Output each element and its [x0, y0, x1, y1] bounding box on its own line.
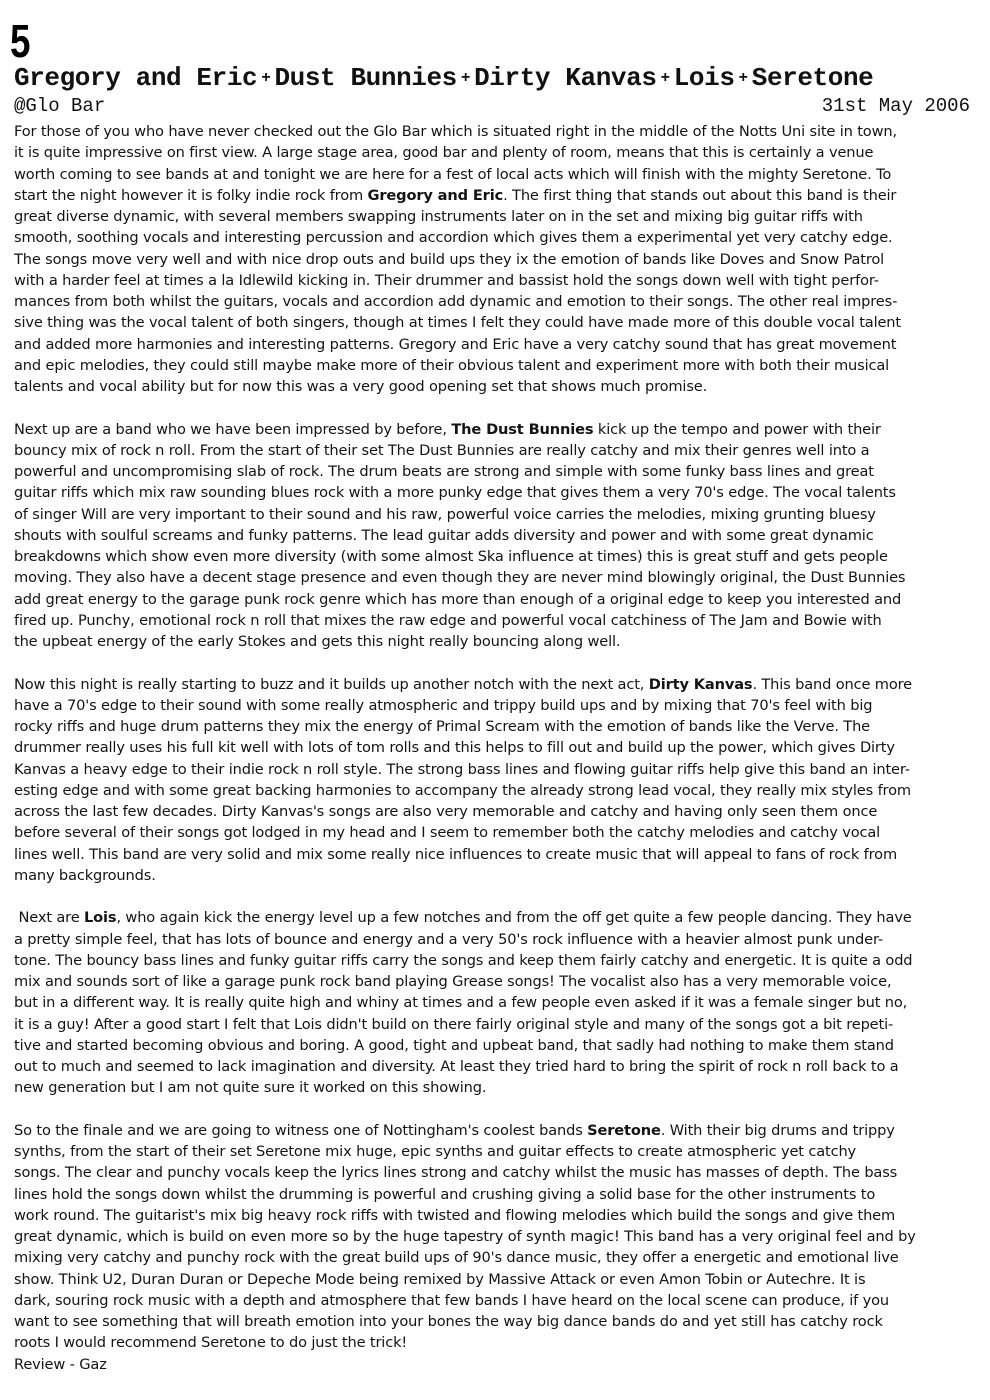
text-line: Now this night is really starting to buzz and it builds up another notch with the next act, Dirty Kanvas. This band once more — [14, 675, 913, 693]
text-line: it is quite impressive on first view. A large stage area, good bar and plenty of room, means that this is certainly a venue — [14, 144, 874, 162]
text-line: lines hold the songs down whilst the drumming is powerful and crushing giving a solid base for the other instruments to — [14, 1185, 876, 1203]
venue: @Glo Bar — [14, 95, 106, 117]
venue-date-row — [14, 95, 970, 117]
text-line: across the last few decades. Dirty Kanvas's songs are also very memorable and catchy and having only seen them once — [14, 803, 878, 820]
text-line: before several of their songs got lodged in my head and I seem to remember both the catchy melodies and catchy vocal — [14, 824, 881, 842]
paragraph-seretone — [14, 1120, 984, 1354]
text-line: work round. The guitarist's mix big heavy rock riffs with twisted and flowing melodies which build the songs and give them — [14, 1206, 896, 1224]
paragraph-intro-gregory-and-eric — [14, 121, 984, 397]
headline-band: Lois — [673, 63, 735, 93]
paragraph-gap — [14, 397, 984, 418]
text-line: worth coming to see bands at and tonight we are here for a fest of local acts which will finish with the mighty Seretone. To — [14, 165, 892, 183]
band-name-highlight: Dirty Kanvas — [648, 675, 753, 693]
text-line: rocky riffs and huge drum patterns they mix the energy of Primal Scream with the emotion of bands like the Verve. The — [14, 718, 871, 735]
page-number: 5 — [10, 15, 30, 67]
text-line: powerful and uncompromising slab of rock. The drum beats are strong and simple with some funky bass lines and great — [14, 463, 874, 480]
text-line: mix and sounds sort of like a garage punk rock band playing Grease songs! The vocalist also has a very memorable voice, — [14, 973, 892, 990]
paragraph-dirty-kanvas — [14, 674, 984, 887]
review-signoff: Review - Gaz — [14, 1355, 107, 1373]
text-line: roots I would recommend Seretone to do just the trick! — [14, 1334, 408, 1352]
paragraph-gap — [14, 1099, 984, 1120]
text-line: sive thing was the vocal talent of both singers, though at times I felt they could have made more of this double vocal talent — [14, 314, 901, 332]
text-line: and epic melodies, they could still maybe make more of their obvious talent and experiment more with both their musical — [14, 356, 890, 374]
paragraph-lois — [14, 907, 984, 1098]
paragraph-gap — [14, 652, 984, 673]
plus-separator: + — [261, 69, 271, 87]
headline-band-list — [14, 63, 873, 93]
text-line: a pretty simple feel, that has lots of bounce and energy and a very 50's rock influence with a heavier almost punk under- — [14, 930, 884, 948]
text-line: great dynamic, which is build on even more so by the huge tapestry of synth magic! This band has a very original feel and by — [14, 1228, 916, 1245]
band-name-highlight: Seretone — [587, 1121, 661, 1139]
text-line: many backgrounds. — [14, 866, 156, 884]
text-line: esting edge and with some great backing harmonies to accompany the already strong lead vocal, they really mix styles from — [14, 781, 911, 799]
headline-band: Gregory and Eric — [14, 63, 258, 93]
headline-band: Dust Bunnies — [274, 63, 457, 93]
plus-separator: + — [660, 69, 670, 87]
text-line: and added more harmonies and interesting patterns. Gregory and Eric have a very catchy sound that has great movement — [14, 335, 897, 353]
text-line: talents and vocal ability but for now this was a very good opening set that shows much promise. — [14, 378, 708, 395]
text-line: mances from both whilst the guitars, vocals and accordion add dynamic and emotion to their songs. The other real impres- — [14, 293, 898, 310]
plus-separator: + — [738, 69, 748, 87]
plus-separator: + — [460, 69, 471, 87]
text-line: with a harder feel at times a la Idlewild kicking in. Their drummer and bassist hold the songs down well with tight perfor- — [14, 271, 879, 289]
text-line: it is a guy! After a good start I felt that Lois didn't build on there fairly original style and many of the songs got a bit repeti- — [14, 1015, 894, 1033]
text-line: dark, souring rock music with a depth and atmosphere that few bands I have heard on the local scene can produce, if you — [14, 1291, 889, 1309]
text-line: tone. The bouncy bass lines and funky guitar riffs carry the songs and keep them fairly catchy and energetic. It is quite a odd — [14, 951, 913, 969]
band-name-highlight: Lois — [84, 909, 117, 927]
text-line: For those of you who have never checked out the Glo Bar which is situated right in the middle of the Notts Uni site in town, — [14, 123, 897, 140]
headline-band: Dirty Kanvas — [474, 63, 657, 93]
text-line: moving. They also have a decent stage presence and even though they are never mind blowingly original, the Dust Bunnies — [14, 569, 906, 587]
text-line: new generation but I am not quite sure it worked on this showing. — [14, 1079, 487, 1097]
text-line: show. Think U2, Duran Duran or Depeche Mode being remixed by Massive Attack or even Amon Tobin or Autechre. It is — [14, 1270, 866, 1288]
text-line: synths, from the start of their set Seretone mix huge, epic synths and guitar effects to create atmospheric yet catchy — [14, 1143, 857, 1160]
band-name-highlight: Gregory and Eric — [367, 186, 504, 204]
text-line: bouncy mix of rock n roll. From the start of their set The Dust Bunnies are really catchy and mix their genres well into a — [14, 441, 870, 459]
text-line: drummer really uses his full kit well with lots of tom rolls and this helps to fill out and build up the power, which gives Dirty — [14, 739, 895, 757]
band-name-highlight: The Dust Bunnies — [451, 420, 594, 438]
text-line: songs. The clear and punchy vocals keep the lyrics lines strong and catchy whilst the music has masses of depth. The bass — [14, 1164, 898, 1182]
text-line: guitar riffs which mix raw sounding blues rock with a more punky edge that gives them a very 70's edge. The vocal talents — [14, 484, 896, 502]
paragraph-gap — [14, 886, 984, 907]
headline-band: Seretone — [751, 63, 874, 93]
text-line: of singer Will are very important to their sound and his raw, powerful voice carries the melodies, mixing grunting bluesy — [14, 505, 876, 523]
review-article — [14, 121, 984, 1375]
text-line: great diverse dynamic, with several members swapping instruments later on in the set and mixing big guitar riffs with — [14, 208, 863, 225]
text-line: smooth, soothing vocals and interesting percussion and accordion which gives them a experimental yet very catchy edge. — [14, 229, 893, 247]
text-line: fired up. Punchy, emotional rock n roll that mixes the raw edge and powerful vocal catchiness of The Jam and Bowie with — [14, 611, 882, 629]
text-line: Kanvas a heavy edge to their indie rock n roll style. The strong bass lines and flowing guitar riffs help give this band an inter- — [14, 760, 910, 778]
text-line: Next are Lois, who again kick the energy level up a few notches and from the off get quite a few people dancing. They have — [14, 909, 912, 927]
text-line: Next up are a band who we have been impressed by before, The Dust Bunnies kick up the tempo and power with their — [14, 420, 881, 438]
gig-date: 31st May 2006 — [821, 95, 970, 117]
text-line: tive and started becoming obvious and boring. A good, tight and upbeat band, that sadly had nothing to make them stand — [14, 1036, 894, 1054]
text-line: breakdowns which show even more diversity (with some almost Ska influence at times) this is great stuff and gets people — [14, 548, 888, 565]
text-line: shouts with soulful screams and funky patterns. The lead guitar adds diversity and power and with some great dynamic — [14, 526, 874, 544]
text-line: want to see something that will breath emotion into your bones the way big dance bands do and yet still has catchy rock — [14, 1313, 883, 1330]
text-line: mixing very catchy and punchy rock with the great build ups of 90's dance music, they offer a energetic and emotional live — [14, 1249, 899, 1267]
paragraph-dust-bunnies — [14, 419, 984, 653]
text-line: start the night however it is folky indie rock from Gregory and Eric. The first thing that stands out about this band is their — [14, 186, 897, 204]
text-line: the upbeat energy of the early Stokes and gets this night really bouncing along well. — [14, 633, 621, 650]
text-line: have a 70's edge to their sound with some really atmospheric and trippy build ups and by mixing that 70's feel with big — [14, 696, 873, 714]
text-line: The songs move very well and with nice drop outs and build ups they ix the emotion of bands like Doves and Snow Patrol — [14, 250, 885, 268]
text-line: but in a different way. It is really quite high and whiny at times and a few people even asked if it was a female singer but no, — [14, 994, 908, 1012]
text-line: So to the finale and we are going to witness one of Nottingham's coolest bands Seretone. With their big drums and trippy — [14, 1121, 895, 1139]
text-line: lines well. This band are very solid and mix some really nice influences to create music that will appeal to fans of rock from — [14, 845, 898, 863]
text-line: add great energy to the garage punk rock genre which has more than enough of a original edge to keep you interested and — [14, 590, 902, 608]
text-line: out to much and seemed to lack imagination and diversity. At least they tried hard to bring the spirit of rock n roll back to a — [14, 1058, 899, 1075]
